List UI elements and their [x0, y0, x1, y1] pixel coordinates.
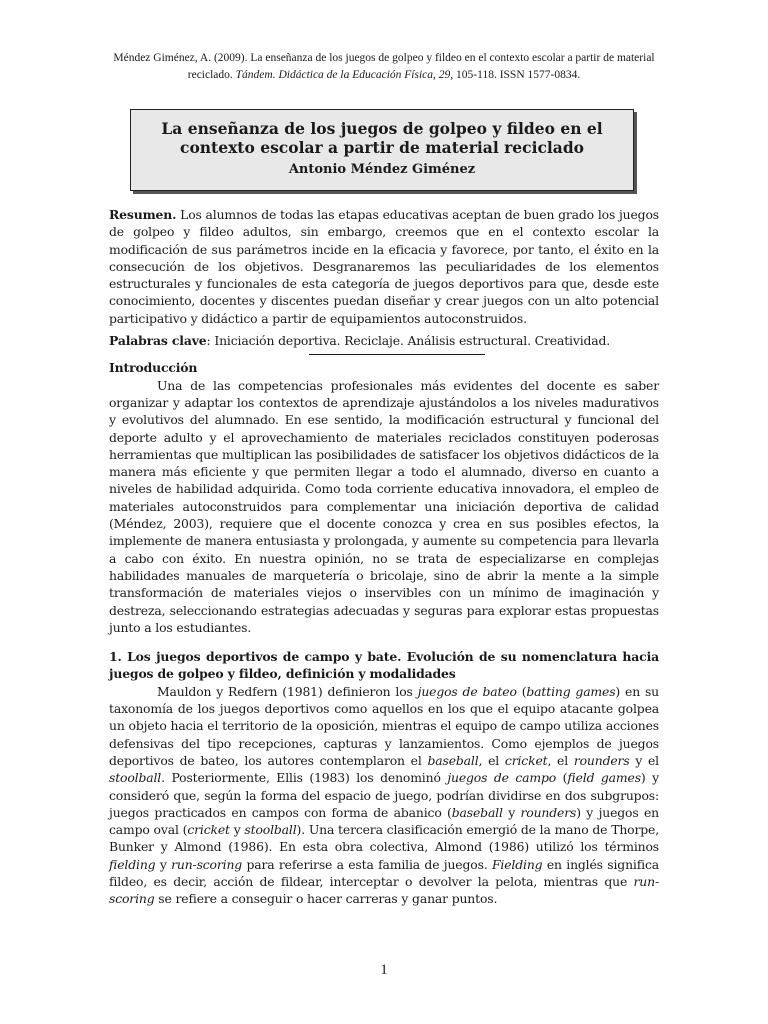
italic-term: juegos de campo — [447, 770, 557, 786]
italic-term: rounders — [573, 752, 630, 768]
italic-term: fielding — [109, 856, 156, 872]
italic-term: cricket — [187, 822, 230, 838]
text-run: Mauldon y Redfern (1981) definieron los — [157, 683, 418, 699]
text-run: ) en su taxonomía de los juegos deportivos como aquellos en los que el equipo atacante golpea un objeto hacia el territorio de la oposición, mientras el equipo de campo utiliza acciones defensivas del tipo recepciones, capturas y lanzamientos. Como ejemplos de juegos deportivos de bateo, los autores contemplaron el — [109, 683, 659, 768]
text-run: y — [502, 804, 521, 820]
title-box — [130, 109, 634, 191]
citation-journal: Tándem. Didáctica de la Educación Física, 29, — [235, 69, 454, 81]
italic-term: run-scoring — [109, 873, 659, 907]
italic-term: run-scoring — [171, 856, 243, 872]
section1-paragraph — [109, 683, 659, 908]
intro-paragraph: Una de las competencias profesionales más evidentes del docente es saber organizar y adaptar los contextos de aprendizaje ajustándolos a los niveles madurativos y evolutivos del alumnado. En ese sentido, la modificación estructural y funcional del deporte adulto y el aprovechamiento de materiales reciclados constituyen poderosas herramientas que multiplican las posibilidades de satisfacer los objetivos didácticos de la manera más eficiente y que permiten llegar a todo el alumnado, diverso en cuanto a niveles de habilidad adquirida. Como toda corriente educativa innovadora, el empleo de materiales autoconstruidos para complementar una iniciación deportiva de calidad (Méndez, 2003), requiere que el docente conozca y crea en sus posibles efectos, la implemente de manera entusiasta y prolongada, y aumente su competencia para llevarla a cabo con éxito. En nuestra opinión, no se trata de especializarse en complejas habilidades manuales de marquetería o bricolaje, sino de abrir la mente a la simple transformación de materiales viejos o inservibles con un mínimo de imaginación y destreza, seleccionando estrategias adecuadas y seguras para explorar estas propuestas junto a los estudiantes. — [109, 377, 659, 635]
keywords-text: : Iniciación deportiva. Reciclaje. Análisis estructural. Creatividad. — [206, 333, 611, 349]
text-run: se refiere a conseguir o hacer carreras y ganar puntos. — [154, 891, 498, 907]
text-run: y — [155, 856, 172, 872]
abstract — [109, 206, 659, 327]
text-run: y — [229, 822, 245, 838]
italic-term: baseball — [451, 804, 503, 820]
italic-term: field games — [567, 770, 641, 786]
italic-term: stoolball — [109, 770, 162, 786]
keywords — [109, 332, 659, 349]
section1-heading: 1. Los juegos deportivos de campo y bate. Evolución de su nomenclatura hacia juegos de golpeo y fildeo, definición y modalidades — [109, 649, 659, 682]
keywords-label: Palabras clave — [109, 333, 207, 349]
text-run: ( — [516, 683, 527, 699]
italic-term: stoolball — [244, 822, 297, 838]
article-author: Antonio Méndez Giménez — [288, 162, 476, 177]
text-run: para referirse a esta familia de juegos. — [242, 856, 492, 872]
article-body — [109, 206, 659, 908]
separator-line — [309, 350, 485, 355]
intro-heading: Introducción — [109, 360, 198, 376]
text-run: , el — [478, 752, 505, 768]
page-number: 1 — [380, 962, 388, 978]
text-run: ( — [556, 770, 568, 786]
text-run: , el — [547, 752, 574, 768]
text-run: ). Una tercera clasificación emergió de la mano de Thorpe, Bunker y Almond (1986). En esta obra colectiva, Almond (1986) utilizó los términos — [109, 822, 659, 855]
italic-term: rounders — [520, 804, 577, 820]
abstract-text: Los alumnos de todas las etapas educativas aceptan de buen grado los juegos de golpeo y fildeo adultos, sin embargo, creemos que en el contexto escolar la modificación de sus parámetros incide en la eficacia y favorece, por tanto, el éxito en la consecución de los objetivos. Desgranaremos las peculiaridades de los elementos estructurales y funcionales de esta categoría de juegos deportivos para que, desde este conocimiento, docentes y discentes puedan diseñar y crear juegos con un alto potencial participativo y didáctico a partir de equipamientos autoconstruidos. — [109, 207, 659, 326]
italic-term: batting games — [526, 683, 616, 699]
abstract-label: Resumen. — [109, 207, 177, 222]
citation-pages: 105-118. ISSN 1577-0834. — [456, 69, 581, 81]
text-run: ) y juegos en campo oval ( — [109, 804, 659, 838]
text-run: en inglés significa fildeo, es decir, acción de fildear, interceptar o devolver la pelota, mientras que — [109, 856, 659, 889]
text-run: ) y consideró que, según la forma del espacio de juego, podrían dividirse en dos subgrupos: juegos practicados en campos con forma de abanico ( — [109, 770, 660, 820]
citation-header — [96, 50, 672, 84]
italic-term: juegos de bateo — [417, 683, 517, 699]
italic-term: Fielding — [491, 856, 543, 872]
text-run: . Posteriormente, Ellis (1983) los denominó — [161, 770, 448, 786]
italic-term: cricket — [504, 752, 548, 768]
italic-term: baseball — [427, 752, 479, 768]
text-run: y el — [629, 752, 659, 768]
citation-authors: Méndez Giménez, A. (2009). La enseñanza de los juegos de golpeo y fildeo en el contexto escolar a partir de material reciclado. — [113, 52, 655, 81]
article-title: La enseñanza de los juegos de golpeo y fildeo en el contexto escolar a partir de material reciclado — [161, 119, 603, 157]
